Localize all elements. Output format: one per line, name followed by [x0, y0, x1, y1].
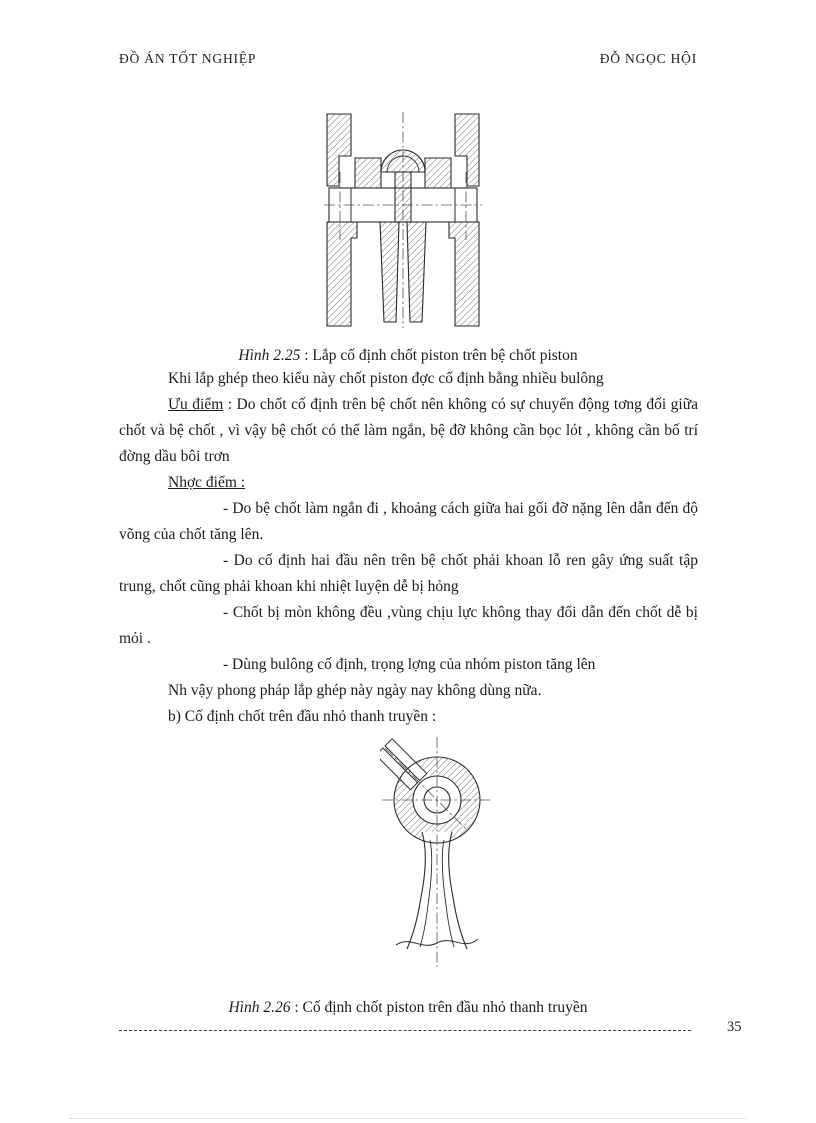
- advantages-label: Ưu điểm: [168, 396, 224, 413]
- advantages-text: : Do chốt cố định trên bệ chốt nên không có sự chuyển động tơng đối giữa chốt và bệ chốt , vì vậy bệ chốt có thể làm ngắn, bệ đỡ không cần bọc lót , không cần bố trí đờng dầu bôi trơn: [119, 396, 698, 465]
- paragraph-conclusion: Nh vậy phong pháp lắp ghép này ngày nay không dùng nữa.: [168, 682, 542, 699]
- small-end-drawing: [380, 737, 496, 969]
- figure1-caption-label: Hình 2.25: [238, 347, 301, 364]
- disadvantage-item-2: - Do cố định hai đầu nên trên bệ chốt phải khoan lỗ ren gây ứng suất tập trung, chốt cũng phải khoan khi nhiệt luyện dễ bị hỏng: [119, 552, 698, 595]
- disadvantages-label: Nhợc điểm :: [168, 474, 246, 491]
- paragraph-advantages: [119, 392, 698, 470]
- page-number: 35: [727, 1019, 742, 1035]
- body-text: [119, 366, 698, 730]
- disadvantage-item-4: - Dùng bulông cố định, trọng lợng của nhóm piston tăng lên: [223, 656, 596, 673]
- header-right-author: ĐỖ NGỌC HỘI: [599, 51, 697, 66]
- header-left-title: ĐỒ ÁN TỐT NGHIỆP: [119, 51, 257, 66]
- figure-small-end: [380, 737, 496, 969]
- disadvantages-heading: [119, 470, 698, 496]
- figure-piston-pin-mount: [324, 112, 482, 328]
- paragraph-section-b: b) Cố định chốt trên đầu nhỏ thanh truyền :: [168, 708, 437, 725]
- scan-artifact-line: [70, 1118, 746, 1119]
- figure2-caption-label: Hình 2.26: [228, 999, 291, 1016]
- disadvantage-item-1: - Do bệ chốt làm ngắn đi , khoảng cách giữa hai gối đỡ nặng lên dẫn đến độ võng của chốt tăng lên.: [119, 500, 698, 543]
- figure1-caption: [0, 347, 816, 365]
- paragraph-intro: Khi lắp ghép theo kiểu này chốt piston đợc cố định bằng nhiều bulông: [168, 370, 604, 387]
- footer-divider: [119, 1030, 691, 1031]
- disadvantage-item-3: - Chốt bị mòn không đều ,vùng chịu lực không thay đổi dẫn đến chốt dễ bị mỏi .: [119, 604, 698, 647]
- page-header: [119, 51, 697, 67]
- figure2-caption: [0, 999, 816, 1017]
- figure2-caption-text: : Cố định chốt piston trên đầu nhỏ thanh truyền: [290, 999, 588, 1016]
- piston-pin-mount-drawing: [324, 112, 482, 328]
- figure1-caption-text: : Lắp cố định chốt piston trên bệ chốt piston: [300, 347, 578, 364]
